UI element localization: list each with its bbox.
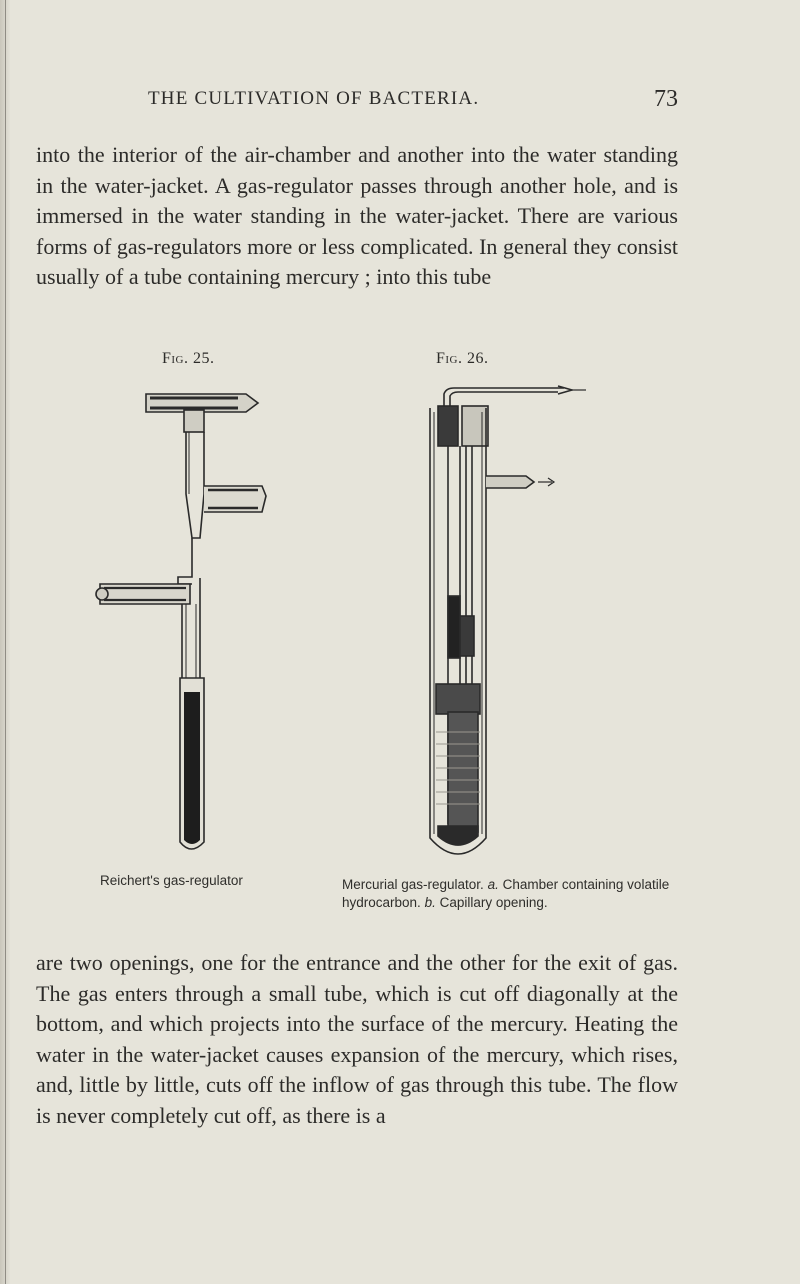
running-head xyxy=(148,86,678,116)
figure-25-illustration xyxy=(88,372,288,872)
paragraph-bottom: are two openings, one for the entrance and the other for the exit of gas. The gas enters through a small tube, which is cut off diagonally at the bottom, and which projects into the surface of the mercury. Heating the water in the water-jacket causes expansion of the mercury, which rises, and, little by little, cuts off the inflow of gas through this tube. The flow is never completely cut off, as there is a xyxy=(36,950,678,1128)
figure-26-caption-main: Mercurial gas-regulator. xyxy=(342,877,484,892)
figure-26-caption-b-letter: b. xyxy=(424,895,436,910)
running-title: THE CULTIVATION OF BACTERIA. xyxy=(148,88,480,109)
figure-26-illustration xyxy=(408,372,608,872)
page-number: 73 xyxy=(654,86,678,112)
paragraph-top: into the interior of the air-chamber and another into the water standing in the water-jacket. A gas-regulator passes through another hole, and is immersed in the water standing in the water-jacket. There are various forms of gas-regulators more or less complicated. In general they consist usually of a tube containing mercury ; into this tube xyxy=(36,142,678,289)
figure-26-caption-a-text: Chamber containing volatile hydrocarbon. xyxy=(342,877,670,910)
page-edge-line xyxy=(5,0,6,1284)
figure-25-label: Fig. 25. xyxy=(162,350,215,367)
figure-26-caption-b-text: Capillary opening. xyxy=(439,895,548,910)
figure-26-caption-a-letter: a. xyxy=(487,877,499,892)
figure-26-label: Fig. 26. xyxy=(436,350,489,367)
figure-26-caption xyxy=(342,876,682,912)
figure-25-caption: Reichert's gas-regulator xyxy=(100,873,243,888)
